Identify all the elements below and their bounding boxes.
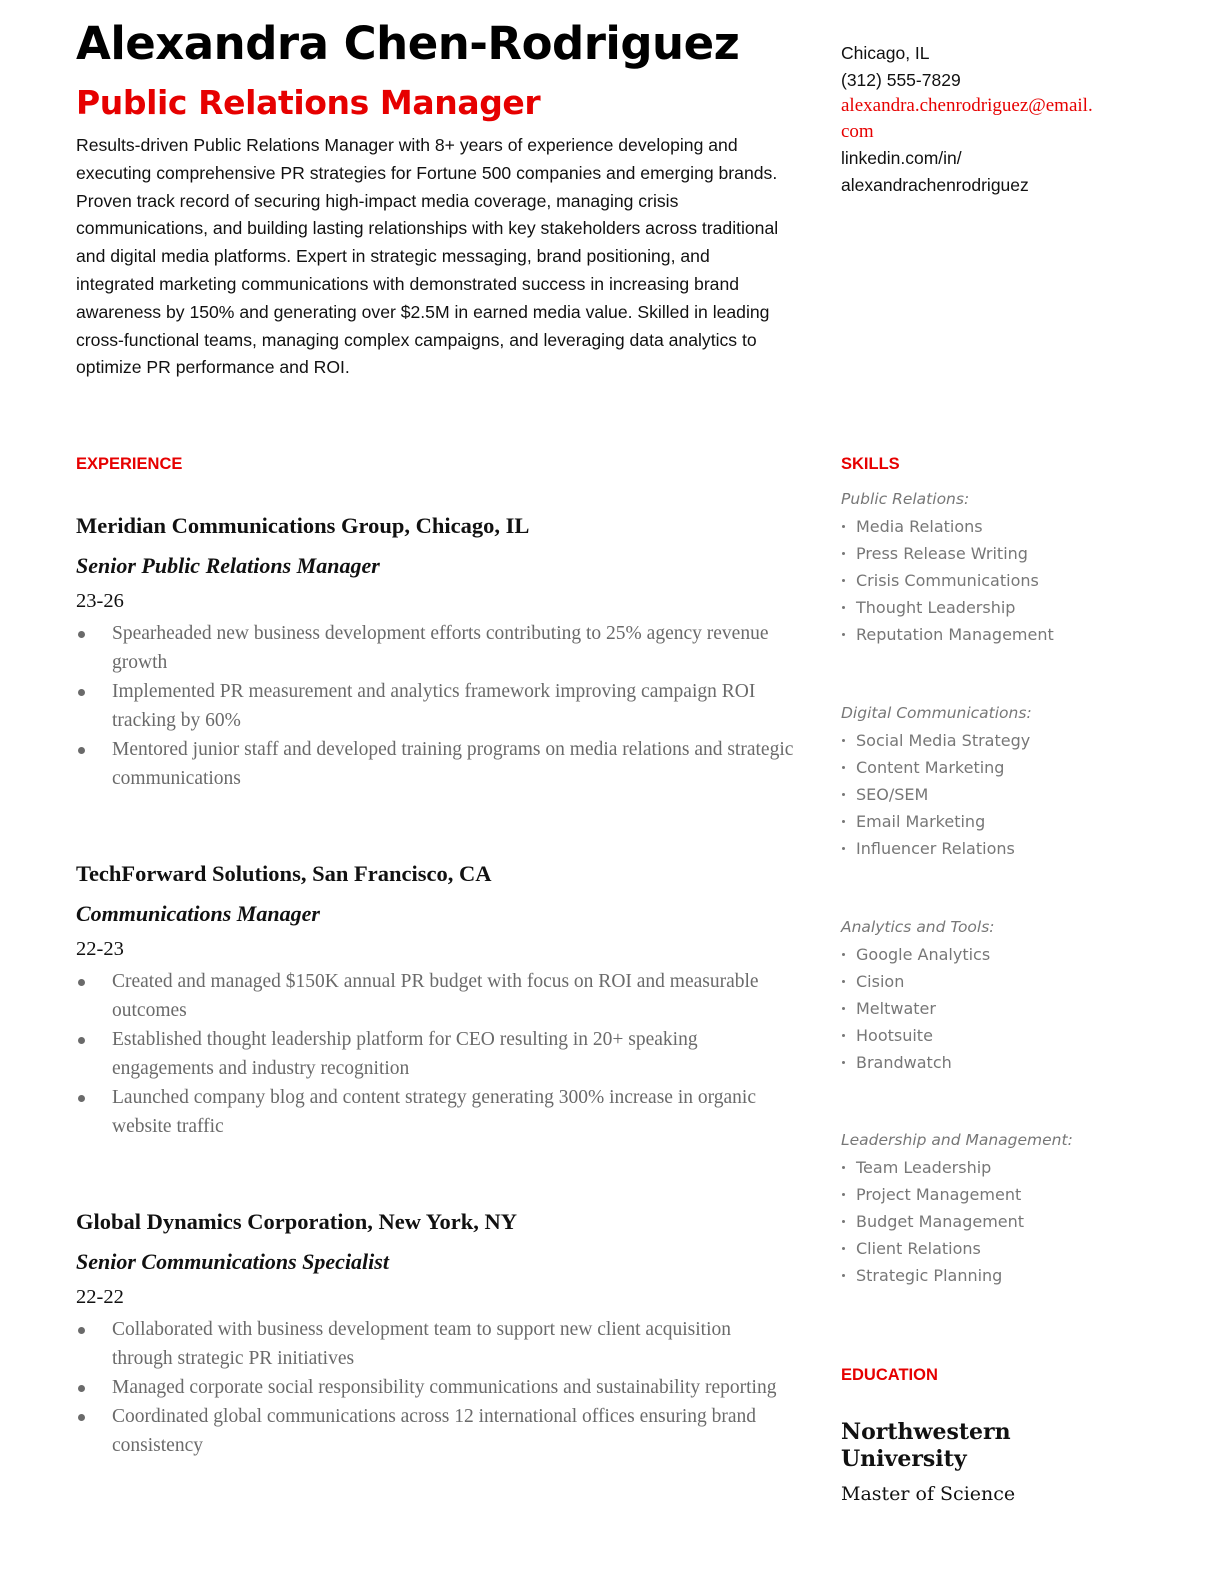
skill-item [841,1262,1111,1289]
bullet-dot-icon [842,1274,845,1277]
bullet-dot-icon [78,1095,85,1102]
job-bullets [76,1315,796,1460]
skill-text: Hootsuite [856,1026,933,1046]
job-entry [76,1207,796,1460]
skill-item [841,540,1111,567]
skill-text: Media Relations [856,517,983,536]
bullet-dot-icon [78,631,85,638]
job-company: TechForward Solutions, San Francisco, CA [76,861,492,886]
education-heading: EDUCATION [841,1366,938,1384]
bullet-dot-icon [842,739,845,742]
bullet-dot-icon [842,606,845,609]
skill-text: Reputation Management [856,625,1054,645]
contact-phone: (312) 555-7829 [841,69,961,90]
skill-item [841,513,1111,540]
contact-info [841,40,1101,198]
skill-item [841,808,1111,835]
job-company: Global Dynamics Corporation, New York, NY [76,1209,518,1234]
job-role: Senior Public Relations Manager [76,553,380,578]
candidate-name: Alexandra Chen-Rodriguez [76,17,740,70]
skill-item [841,835,1111,862]
bullet-dot-icon [842,579,845,582]
job-title: Public Relations Manager [76,83,541,122]
contact-linkedin-line1[interactable]: linkedin.com/in/ [841,148,962,168]
resume-header [76,12,786,382]
skill-category-name: Public Relations: [841,490,970,508]
contact-location: Chicago, IL [841,43,930,63]
skill-list [841,1154,1111,1289]
skill-item [841,567,1111,594]
skill-text: Influencer Relations [856,839,1015,859]
education-entry [841,1419,1101,1505]
skill-category [841,914,1111,1076]
skill-category-name: Leadership and Management: [841,1131,1073,1149]
skill-item [841,1049,1111,1076]
skill-item [841,1181,1111,1208]
skill-item [841,621,1111,648]
job-entry [76,859,796,1141]
contact-email-link[interactable]: alexandra.chenrodriguez@email.com [841,95,1093,142]
skill-list [841,941,1111,1076]
skill-item [841,995,1111,1022]
skill-item [841,1154,1111,1181]
job-bullet [76,735,796,793]
bullet-text: Mentored junior staff and developed training programs on media relations and strategic communications [112,739,794,789]
skill-category [841,486,1111,648]
job-dates: 22-23 [76,938,124,960]
skill-text: Budget Management [856,1212,1025,1232]
job-bullet [76,1402,796,1460]
experience-heading: EXPERIENCE [76,455,183,473]
job-bullets [76,967,796,1141]
education-school: Northwestern University [841,1419,1011,1472]
skill-item [841,1208,1111,1235]
skill-text: Social Media Strategy [856,731,1031,750]
bullet-dot-icon [842,847,845,850]
skill-category-name: Digital Communications: [841,704,1032,722]
job-bullet [76,619,796,677]
job-bullet [76,1083,796,1141]
skill-text: Meltwater [856,999,936,1019]
bullet-text: Collaborated with business development team to support new client acquisition through strategic PR initiatives [112,1319,732,1369]
skill-text: Project Management [856,1185,1022,1205]
bullet-text: Coordinated global communications across 12 international offices ensuring brand consistency [112,1406,757,1456]
skill-text: Thought Leadership [856,598,1016,618]
bullet-text: Established thought leadership platform for CEO resulting in 20+ speaking engagements and industry recognition [112,1029,698,1079]
job-dates: 23-26 [76,590,124,612]
skill-text: Client Relations [856,1239,981,1259]
skill-list [841,513,1111,648]
skill-category [841,700,1111,862]
skill-text: Team Leadership [856,1158,992,1177]
skill-item [841,727,1111,754]
skill-text: Press Release Writing [856,544,1028,564]
skill-text: Strategic Planning [856,1266,1003,1286]
job-bullet [76,1373,796,1402]
skill-item [841,594,1111,621]
bullet-dot-icon [842,820,845,823]
skill-text: Crisis Communications [856,571,1039,591]
skill-list [841,727,1111,862]
bullet-dot-icon [842,793,845,796]
bullet-dot-icon [78,979,85,986]
skill-text: SEO/SEM [856,785,929,805]
skill-item [841,781,1111,808]
bullet-dot-icon [78,1327,85,1334]
bullet-dot-icon [842,1166,845,1169]
bullet-dot-icon [842,1034,845,1037]
job-bullets [76,619,796,793]
bullet-text: Created and managed $150K annual PR budget with focus on ROI and measurable outcomes [112,971,759,1021]
bullet-dot-icon [78,1385,85,1392]
skill-text: Google Analytics [856,945,991,964]
skill-item [841,1022,1111,1049]
skill-text: Content Marketing [856,758,1005,778]
bullet-dot-icon [842,980,845,983]
skill-text: Cision [856,972,905,992]
bullet-dot-icon [842,525,845,528]
contact-linkedin-line2[interactable]: alexandrachenrodriguez [841,174,1029,195]
bullet-dot-icon [842,552,845,555]
bullet-dot-icon [78,1414,85,1421]
bullet-dot-icon [78,747,85,754]
job-company: Meridian Communications Group, Chicago, IL [76,513,530,538]
professional-summary: Results-driven Public Relations Manager with 8+ years of experience developing and executing comprehensive PR strategies for Fortune 500 companies and emerging brands. Proven track record of securing high-impact media coverage, managing crisis communications, and building lasting relationships with key stakeholders across traditional and digital media platforms. Expert in strategic messaging, brand positioning, and integrated marketing communications with demonstrated success in increasing brand awareness by 150% and generating over $2.5M in earned media value. Skilled in leading cross-functional teams, managing complex campaigns, and leveraging data analytics to optimize PR performance and ROI. [76,135,779,378]
bullet-dot-icon [842,953,845,956]
job-bullet [76,967,796,1025]
skill-category-name: Analytics and Tools: [841,918,995,936]
skills-heading: SKILLS [841,455,900,473]
skill-category [841,1127,1111,1289]
bullet-text: Spearheaded new business development efforts contributing to 25% agency revenue growth [112,623,769,673]
skill-item [841,968,1111,995]
bullet-dot-icon [842,1247,845,1250]
skill-text: Email Marketing [856,812,986,832]
bullet-dot-icon [842,1007,845,1010]
education-degree: Master of Science [841,1483,1016,1505]
job-dates: 22-22 [76,1286,124,1308]
bullet-dot-icon [842,766,845,769]
skill-item [841,754,1111,781]
bullet-dot-icon [78,1037,85,1044]
bullet-dot-icon [842,1061,845,1064]
bullet-dot-icon [842,1220,845,1223]
skill-item [841,941,1111,968]
job-entry [76,511,796,793]
bullet-dot-icon [78,689,85,696]
bullet-dot-icon [842,633,845,636]
bullet-text: Launched company blog and content strategy generating 300% increase in organic website traffic [112,1087,756,1137]
job-role: Senior Communications Specialist [76,1249,389,1274]
bullet-text: Implemented PR measurement and analytics framework improving campaign ROI tracking by 60% [112,681,756,731]
job-bullet [76,1315,796,1373]
job-bullet [76,677,796,735]
bullet-text: Managed corporate social responsibility communications and sustainability reporting [112,1377,777,1398]
bullet-dot-icon [842,1193,845,1196]
skill-item [841,1235,1111,1262]
job-role: Communications Manager [76,901,320,926]
job-bullet [76,1025,796,1083]
skill-text: Brandwatch [856,1053,952,1073]
